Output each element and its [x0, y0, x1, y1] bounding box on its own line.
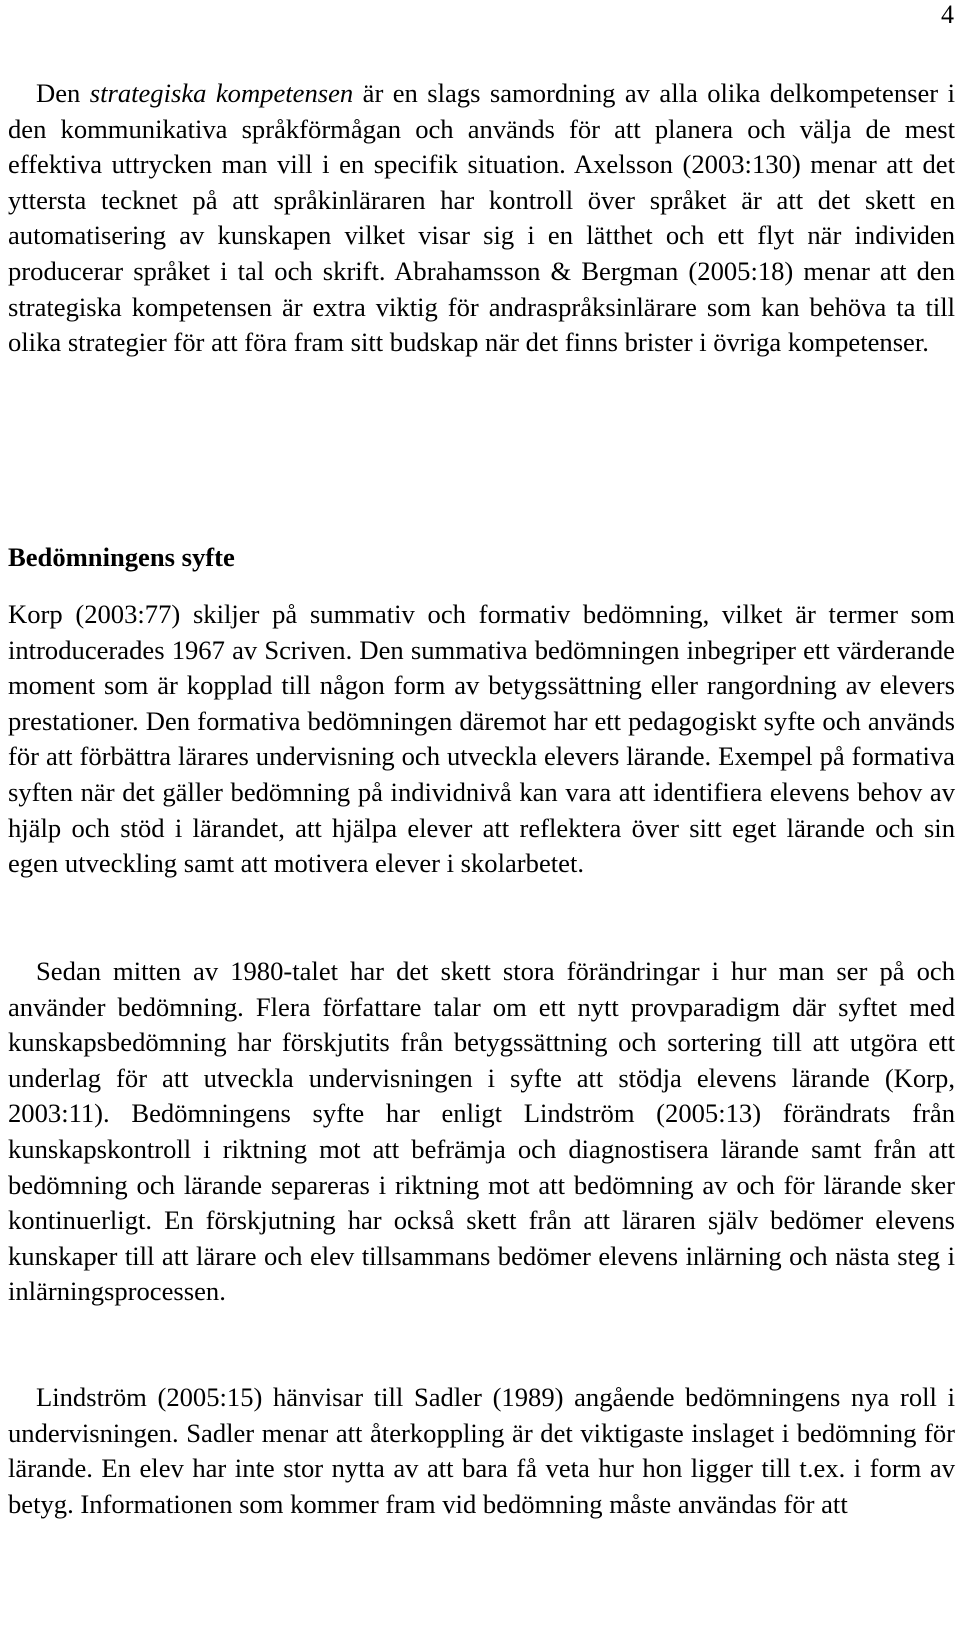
paragraph-body: är en slags samordning av alla olika delkompetenser i den kommunikativa språkförmågan och används för att planera och välja de mest effektiva uttrycken man vill i en specifik situation. Axelsson (2003:130) menar att det yttersta tecknet på att språkinläraren har kontroll över språket är att det skett en automatisering av kunskapen vilket visar sig i en lätthet och ett flyt när individen producerar språket i tal och skrift. Abrahamsson & Bergman (2005:18) menar att den strategiska kompetensen är extra viktig för andraspråksinlärare som kan behöva ta till olika strategier för att föra fram sitt budskap när det finns brister i övriga kompetenser.	[8, 78, 955, 358]
paragraph-summative-formative: Korp (2003:77) skiljer på summativ och formativ bedömning, vilket är termer som introducerades 1967 av Scriven. Den summativa bedömningen inbegriper ett värderande moment som är kopplad till någon form av betygssättning eller rangordning av elevers prestationer. Den formativa bedömningen däremot har ett pedagogiskt syfte och används för att förbättra lärares undervisning och utveckla elevers lärande. Exempel på formativa syften när det gäller bedömning på individnivå kan vara att identifiera elevens behov av hjälp och stöd i lärandet, att hjälpa elever att reflektera över sitt eget lärande och sin egen utveckling samt att motivera elever i skolarbetet.	[8, 599, 955, 879]
paragraph-assessment-change: Sedan mitten av 1980-talet har det skett stora förändringar i hur man ser på och använder bedömning. Flera författare talar om ett nytt provparadigm där syftet med kunskapsbedömning har förskjutits från betygssättning och sortering till att utgöra ett underlag för att utveckla undervisningen i syfte att stödja elevens lärande (Korp, 2003:11). Bedömningens syfte har enligt Lindström (2005:13) förändrats från kunskapskontroll i riktning mot att befrämja och diagnostisera lärande samt från att bedömning och lärande separeras i riktning mot att bedömning av och för lärande sker kontinuerligt. En förskjutning har också skett från att läraren själv bedömer elevens kunskaper till att lärare och elev tillsammans bedömer elevens inlärning och nästa steg i inlärningsprocessen.	[8, 956, 955, 1307]
italic-term: strategiska kompetensen	[89, 78, 354, 108]
page-number: 4	[941, 0, 954, 29]
paragraph-feedback: Lindström (2005:15) hänvisar till Sadler (1989) angående bedömningens nya roll i undervisningen. Sadler menar att återkoppling är det viktigaste inslaget i bedömning för lärande. En elev har inte stor nytta av att bara få veta hur hon ligger till t.ex. i form av betyg. Informationen som kommer fram vid bedömning måste användas för att	[8, 1382, 955, 1519]
paragraph-strategic-competence	[8, 76, 955, 361]
section-heading: Bedömningens syfte	[8, 542, 235, 572]
paragraph-lead: Den	[36, 78, 90, 108]
